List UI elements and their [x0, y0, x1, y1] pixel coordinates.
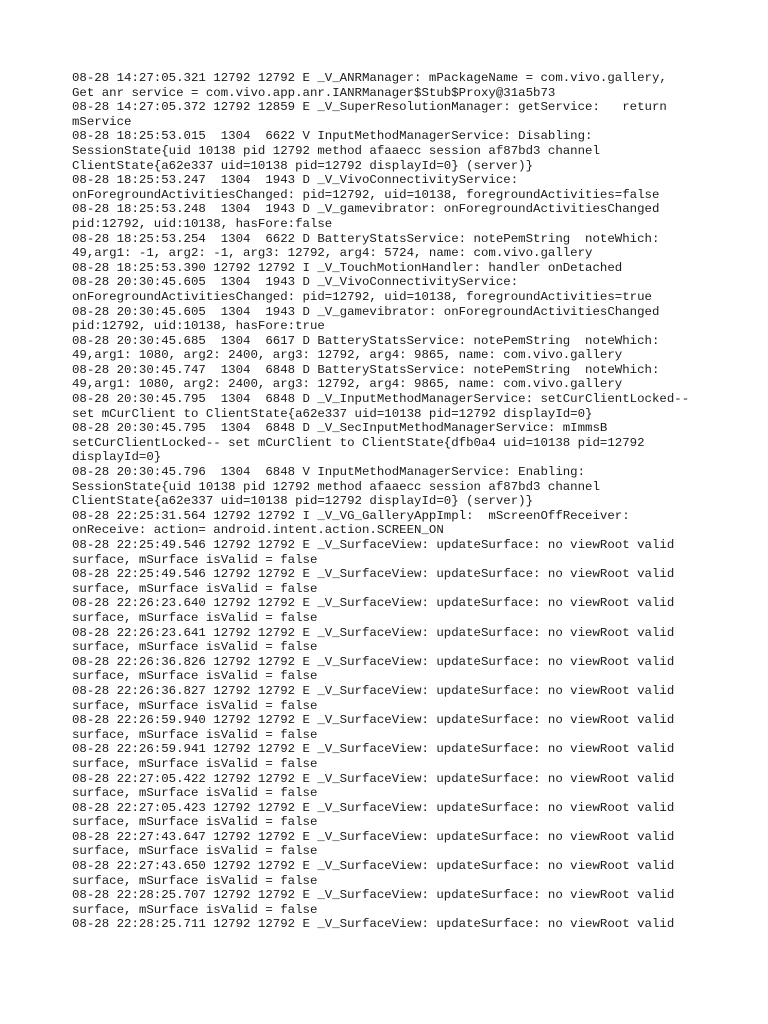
log-line: 08-28 18:25:53.247 1304 1943 D _V_VivoConnectivityService:: [72, 173, 519, 188]
log-line: mService: [72, 114, 132, 129]
log-line: ClientState{a62e337 uid=10138 pid=12792 displayId=0} (server)}: [72, 158, 534, 173]
log-line: surface, mSurface isValid = false: [72, 756, 318, 771]
log-line: SessionState{uid 10138 pid 12792 method afaaecc session af87bd3 channel: [72, 479, 600, 494]
log-line: Get anr service = com.vivo.app.anr.IANRManager$Stub$Proxy@31a5b73: [72, 85, 556, 100]
log-line: 08-28 20:30:45.685 1304 6617 D BatteryStatsService: notePemString noteWhich:: [72, 333, 660, 348]
log-line: 08-28 22:27:05.422 12792 12792 E _V_SurfaceView: updateSurface: no viewRoot valid: [72, 771, 675, 786]
log-line: 08-28 22:27:05.423 12792 12792 E _V_SurfaceView: updateSurface: no viewRoot valid: [72, 800, 675, 815]
log-line: 49,arg1: -1, arg2: -1, arg3: 12792, arg4: 5724, name: com.vivo.gallery: [72, 246, 593, 261]
log-line: 08-28 14:27:05.372 12792 12859 E _V_SuperResolutionManager: getService: return: [72, 100, 667, 115]
log-line: 08-28 20:30:45.795 1304 6848 D _V_InputMethodManagerService: setCurClientLocked--: [72, 392, 690, 407]
log-line: pid:12792, uid:10138, hasFore:true: [72, 319, 325, 334]
log-line: 08-28 20:30:45.796 1304 6848 V InputMethodManagerService: Enabling:: [72, 465, 586, 480]
log-line: 08-28 22:25:49.546 12792 12792 E _V_SurfaceView: updateSurface: no viewRoot valid: [72, 538, 675, 552]
log-line: 08-28 22:28:25.707 12792 12792 E _V_SurfaceView: updateSurface: no viewRoot valid: [72, 888, 675, 903]
log-line: onReceive: action= android.intent.action.SCREEN_ON: [72, 523, 444, 538]
log-line: 08-28 14:27:05.321 12792 12792 E _V_ANRManager: mPackageName = com.vivo.gallery,: [72, 71, 667, 85]
log-line: surface, mSurface isValid = false: [72, 610, 318, 625]
log-line: displayId=0}: [72, 450, 162, 465]
log-line: 08-28 22:27:43.650 12792 12792 E _V_SurfaceView: updateSurface: no viewRoot valid: [72, 859, 675, 874]
log-line: pid:12792, uid:10138, hasFore:false: [72, 216, 333, 231]
log-line: surface, mSurface isValid = false: [72, 844, 318, 859]
log-line: setCurClientLocked-- set mCurClient to ClientState{dfb0a4 uid=10138 pid=12792: [72, 435, 645, 450]
log-line: onForegroundActivitiesChanged: pid=12792, uid=10138, foregroundActivities=false: [72, 187, 660, 202]
log-line: 08-28 22:26:59.941 12792 12792 E _V_SurfaceView: updateSurface: no viewRoot valid: [72, 742, 675, 757]
log-line: surface, mSurface isValid = false: [72, 669, 318, 684]
log-line: set mCurClient to ClientState{a62e337 uid=10138 pid=12792 displayId=0}: [72, 406, 593, 421]
log-line: 08-28 18:25:53.248 1304 1943 D _V_gamevibrator: onForegroundActivitiesChanged: [72, 202, 660, 217]
log-line: 08-28 20:30:45.747 1304 6848 D BatteryStatsService: notePemString noteWhich:: [72, 362, 660, 377]
log-line: 08-28 18:25:53.390 12792 12792 I _V_TouchMotionHandler: handler onDetached: [72, 260, 623, 275]
log-line: surface, mSurface isValid = false: [72, 698, 318, 713]
log-line: ClientState{a62e337 uid=10138 pid=12792 displayId=0} (server)}: [72, 494, 534, 509]
log-line: surface, mSurface isValid = false: [72, 581, 318, 596]
log-line: 08-28 22:27:43.647 12792 12792 E _V_SurfaceView: updateSurface: no viewRoot valid: [72, 829, 675, 844]
log-line: surface, mSurface isValid = false: [72, 552, 318, 567]
log-line: 49,arg1: 1080, arg2: 2400, arg3: 12792, arg4: 9865, name: com.vivo.gallery: [72, 377, 623, 392]
log-line: 08-28 22:26:23.641 12792 12792 E _V_SurfaceView: updateSurface: no viewRoot valid: [72, 625, 675, 640]
log-line: 08-28 18:25:53.254 1304 6622 D BatteryStatsService: notePemString noteWhich:: [72, 231, 660, 246]
log-line: 08-28 22:25:49.546 12792 12792 E _V_SurfaceView: updateSurface: no viewRoot valid: [72, 567, 675, 582]
log-line: surface, mSurface isValid = false: [72, 640, 318, 655]
log-line: 08-28 20:30:45.795 1304 6848 D _V_SecInputMethodManagerService: mImmsB: [72, 421, 608, 436]
log-line: 08-28 22:26:59.940 12792 12792 E _V_SurfaceView: updateSurface: no viewRoot valid: [72, 713, 675, 728]
log-line: 08-28 20:30:45.605 1304 1943 D _V_VivoConnectivityService:: [72, 275, 519, 290]
log-text-block: [72, 71, 712, 932]
log-line: 49,arg1: 1080, arg2: 2400, arg3: 12792, arg4: 9865, name: com.vivo.gallery: [72, 348, 623, 363]
log-line: 08-28 22:26:23.640 12792 12792 E _V_SurfaceView: updateSurface: no viewRoot valid: [72, 596, 675, 611]
log-line: 08-28 22:28:25.711 12792 12792 E _V_SurfaceView: updateSurface: no viewRoot valid: [72, 917, 675, 932]
log-line: surface, mSurface isValid = false: [72, 727, 318, 742]
log-line: 08-28 18:25:53.015 1304 6622 V InputMethodManagerService: Disabling:: [72, 129, 593, 144]
log-line: surface, mSurface isValid = false: [72, 786, 318, 801]
log-line: 08-28 20:30:45.605 1304 1943 D _V_gamevibrator: onForegroundActivitiesChanged: [72, 304, 660, 319]
log-line: 08-28 22:26:36.827 12792 12792 E _V_SurfaceView: updateSurface: no viewRoot valid: [72, 683, 675, 698]
log-line: SessionState{uid 10138 pid 12792 method afaaecc session af87bd3 channel: [72, 143, 600, 158]
log-line: surface, mSurface isValid = false: [72, 815, 318, 830]
log-line: surface, mSurface isValid = false: [72, 902, 318, 917]
log-line: 08-28 22:26:36.826 12792 12792 E _V_SurfaceView: updateSurface: no viewRoot valid: [72, 654, 675, 669]
log-line: onForegroundActivitiesChanged: pid=12792, uid=10138, foregroundActivities=true: [72, 289, 652, 304]
log-line: 08-28 22:25:31.564 12792 12792 I _V_VG_GalleryAppImpl: mScreenOffReceiver:: [72, 508, 630, 523]
log-line: surface, mSurface isValid = false: [72, 873, 318, 888]
